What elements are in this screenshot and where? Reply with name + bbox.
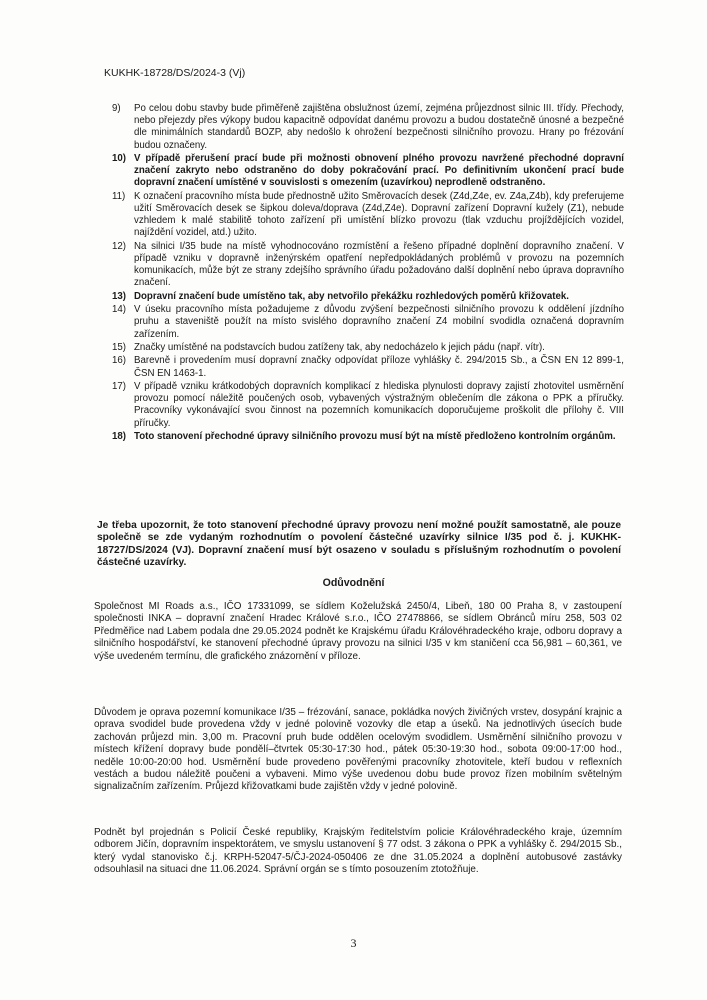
condition-item-12: [112, 241, 624, 290]
item-number: 10): [112, 153, 127, 164]
item-text: V případě přerušení prací bude při možnosti obnovení plného provozu navržené přechodné dopravní značení zakryto nebo odstraněno do doby pokračování prací. Po definitivním ukončení prací bude dopravní značení umístěné v souvislosti s omezením (uzavírkou) neprodleně odstraněno.: [134, 153, 624, 189]
item-number: 14): [112, 304, 127, 316]
condition-item-15: [112, 342, 624, 354]
item-text: Značky umístěné na podstavcích budou zatíženy tak, aby nedocházelo k jejich pádu (např. vítr).: [134, 341, 545, 353]
reasoning-paragraph-2: Důvodem je oprava pozemní komunikace I/35 – frézování, sanace, pokládka nových živičných vrstev, dosypání krajnic a oprava svodidel bude provedena vždy v jedné polovině vozovky dle etap a úseků. Na jednotlivých úsecích bude zachován průjezd min. 3,00 m. Pracovní pruh bude oddělen ocelovým svodidlem. Usměrnění silničního provozu v místech křížení dopravy bude pondělí–čtvrtek 05:30-17:30 hod., pátek 05:30-19:30 hod., sobota 09:00-17:00 hod., neděle 10:00-20:00 hod. Usměrnění bude provedeno pověřenými pracovníky zhotovitele, kteří budou v reflexních vestách a budou náležitě poučeni a vybaveni. Mimo výše uvedenou dobu bude provoz řízen mobilním světelným signalizačním zařízením. Průjezd křižovatkami bude zajištěn vždy v jedné polovině.: [94, 707, 622, 793]
condition-item-10: [112, 153, 624, 190]
item-number: 12): [112, 240, 127, 252]
condition-item-18: [112, 431, 624, 443]
item-number: 13): [112, 290, 127, 302]
document-reference: KUKHK-18728/DS/2024-3 (Vj): [104, 67, 246, 79]
item-text: Dopravní značení bude umístěno tak, aby netvořilo překážku rozhledových poměrů křižovatek.: [134, 290, 569, 302]
item-number: 15): [112, 341, 127, 353]
section-heading: Odůvodnění: [322, 577, 385, 589]
item-number: 17): [112, 380, 127, 392]
item-text: V případě vzniku krátkodobých dopravních komplikací z hlediska plynulosti dopravy zajistí zhotovitel usměrnění provozu pomocí náležitě poučených osob, vybavených výstražným oblečením dle zákona o PPK a příručky. Pracovníky vykonávající svou činnost na pozemních komunikacích doporučujeme proškolit dle přílohy č. VIII příručky.: [134, 380, 624, 429]
condition-item-16: [112, 355, 624, 379]
condition-item-14: [112, 304, 624, 341]
item-number: 9): [112, 103, 121, 114]
item-text: Toto stanovení přechodné úpravy silničního provozu musí být na místě předloženo kontrolním orgánům.: [134, 430, 616, 442]
item-text: Na silnici I/35 bude na místě vyhodnocováno rozmístění a řešeno případné doplnění dopravního značení. V případě vzniku v dopravně inženýrském opatření nepředpokládaných problémů v provozu na pozemních komunikacích, může být ze strany zdejšího správního úřadu požadováno další doplnění nebo úprava dopravního značení.: [134, 240, 624, 289]
condition-item-9: [112, 103, 624, 152]
condition-item-17: [112, 381, 624, 430]
item-text: Barevně i provedením musí dopravní značky odpovídat příloze vyhlášky č. 294/2015 Sb., a ČSN EN 12 899-1, ČSN EN 1463-1.: [134, 355, 624, 379]
reasoning-paragraph-3: Podnět byl projednán s Policií České republiky, Krajským ředitelstvím policie Královéhradeckého kraje, územním odborem Jičín, dopravním inspektorátem, ve smyslu ustanovení § 77 odst. 3 zákona o PPK a vyhlášky č. 294/2015 Sb., který vydal stanovisko č.j. KRPH-52047-5/ČJ-2024-050406 ze dne 31.05.2024 a doplnění autobusové zastávky odsouhlasil na situaci dne 11.06.2024. Správní orgán se s tímto posouzením ztotožňuje.: [94, 827, 622, 876]
warning-notice: Je třeba upozornit, že toto stanovení přechodné úpravy provozu není možné použít samostatně, ale pouze společně se zde vydaným rozhodnutím o povolení částečné uzavírky silnice I/35 pod č. j. KUKHK-18727/DS/2024 (VJ). Dopravní značení musí být osazeno v souladu s příslušným rozhodnutím o povolení částečné uzavírky.: [97, 520, 621, 568]
item-number: 11): [112, 190, 126, 202]
condition-item-11: [112, 191, 624, 240]
item-text: K označení pracovního místa bude přednostně užito Směrovacích desek (Z4d,Z4e, ev. Z4a,Z4b), kdy preferujeme užití Směrovacích desek se šipkou doleva/doprava (Z4d,Z4e). Dopravní zařízení Dopravní kužely (Z1), nebude vzhledem k malé stabilitě tohoto zařízení při umístění blízko provozu (tlak vzduchu projíždějících vozidel, najíždění vozidel, atd.) užito.: [134, 190, 624, 239]
reasoning-paragraph-1: Společnost MI Roads a.s., IČO 17331099, se sídlem Koželužská 2450/4, Libeň, 180 00 Praha 8, v zastoupení společnosti INKA – dopravní značení Hradec Králové s.r.o., IČO 27478866, se sídlem Obránců míru 258, 503 02 Předměřice nad Labem podala dne 29.05.2024 podnět ke Krajskému úřadu Královéhradeckého kraje, odboru dopravy a silničního hospodářství, ke stanovení přechodné úpravy provozu na silnici I/35 v km staničení cca 56,981 – 60,361, ve výše uvedeném termínu, dle grafického znázornění v příloze.: [94, 601, 622, 662]
item-number: 16): [112, 355, 127, 367]
item-text: Po celou dobu stavby bude přiměřeně zajištěna obslužnost území, zejména průjezdnost silnic III. třídy. Přechody, nebo přejezdy přes výkopy budou kapacitně odpovídat danému provozu a budou dostatečně únosné a bezpečné dle minimálních standardů BOZP, aby nedošlo k ohrožení bezpečnosti silničního provozu. Hrany po frézování budou označeny.: [134, 103, 624, 151]
item-number: 18): [112, 430, 127, 442]
condition-item-13: [112, 291, 624, 303]
item-text: V úseku pracovního místa požadujeme z důvodu zvýšení bezpečnosti silničního provozu k oddělení jízdního pruhu a staveniště použít na místo svislého dopravního značení Z4 mobilní svodidla označená dopravním zařízením.: [134, 304, 624, 340]
conditions-list: [112, 103, 624, 444]
page-number: 3: [350, 936, 357, 950]
